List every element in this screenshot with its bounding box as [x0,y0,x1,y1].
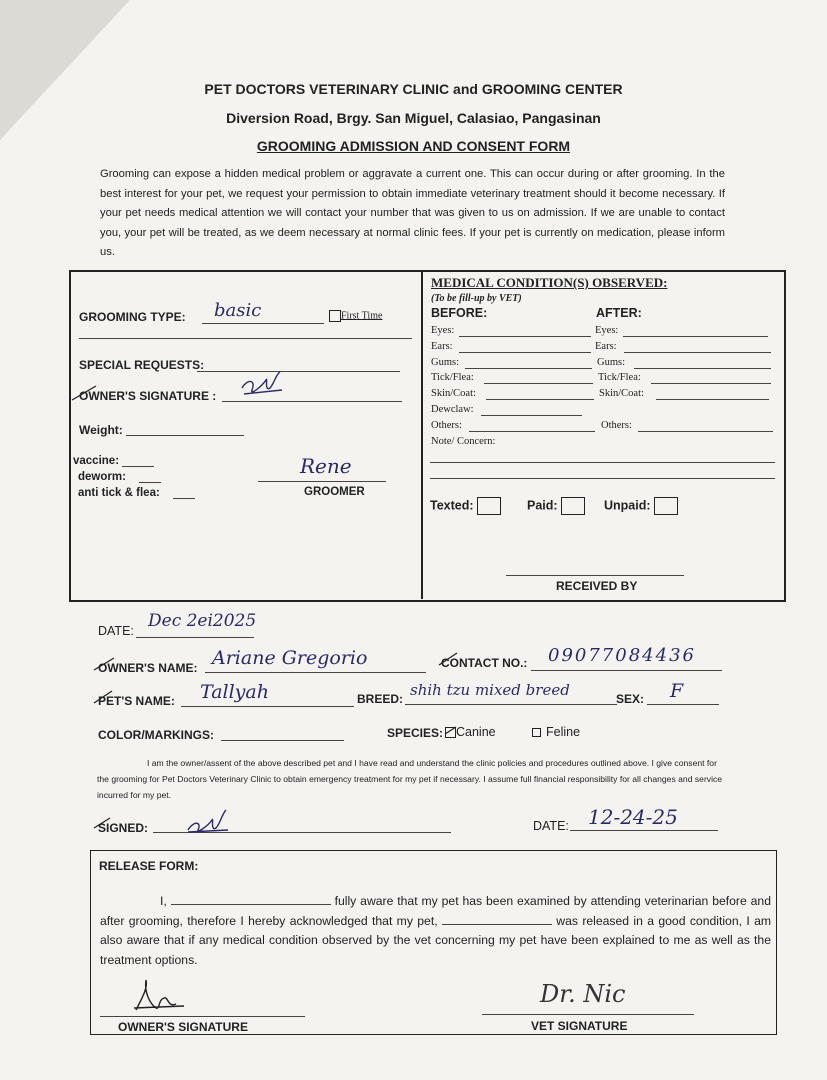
breed-value[interactable]: shih tzu mixed breed [410,681,570,699]
received-by-label: RECEIVED BY [556,579,638,593]
texted-checkbox[interactable] [477,497,501,515]
box-divider [421,271,423,599]
feline-checkbox[interactable] [532,728,541,737]
after-label: AFTER: [596,306,642,320]
release-text-2: fully aware that my pet has been examined by attending veterinarian before and after grooming, therefore I hereby acknowledged that my pet, [100,894,771,928]
vet-signature-value[interactable]: Dr. Nic [540,980,626,1008]
groomer-label: GROOMER [304,486,365,498]
consent-paragraph: I am the owner/assent of the above described pet and I have read and understand the clinic policies and procedures outlined above. I give consent for the grooming for Pet Doctors Veterinary Clinic to obtain emergency treatment for my pet if necessary. I assume full financial responsibility for all changes and service incurred for my pet. [97,758,723,800]
vet-signature-label: VET SIGNATURE [531,1019,628,1033]
date-value[interactable]: Dec 2ei2025 [148,611,257,631]
medical-heading: MEDICAL CONDITION(S) OBSERVED: [431,275,668,290]
before-eyes-label: Eyes: [431,325,455,336]
note-label: Note/ Concern: [431,436,496,447]
after-ears-line [624,352,771,353]
weight-line [126,435,244,436]
vet-signature-line [482,1014,694,1015]
groomer-signature[interactable]: Rene [300,454,352,478]
groomer-line [258,481,386,482]
pet-name-line [181,706,354,707]
first-time-option[interactable] [329,310,382,322]
strike-mark-icon [92,815,114,831]
consent-date-label: DATE: [533,819,569,833]
medical-subheading: (To be fill-up by VET) [431,293,522,304]
breed-label: BREED: [357,692,404,706]
unpaid-field[interactable] [604,497,678,515]
anti-tick-line [173,498,195,499]
species-label: SPECIES: [387,726,444,740]
grooming-type-extra-line [79,338,412,339]
note-line-1 [430,462,775,463]
before-skin-line [486,399,594,400]
strike-mark-icon [92,654,118,674]
dewclaw-label: Dewclaw: [431,404,474,415]
release-heading: RELEASE FORM: [99,859,199,873]
dewclaw-line [481,415,582,416]
signed-label: SIGNED: [98,821,149,835]
release-text-1: I, [160,894,171,908]
after-eyes-line [623,336,768,337]
release-paragraph [100,892,771,970]
unpaid-checkbox[interactable] [654,497,678,515]
unpaid-label: Unpaid: [604,498,651,513]
texted-field[interactable] [430,497,501,515]
texted-label: Texted: [430,498,474,513]
release-name-blank[interactable] [171,892,331,905]
release-owner-signature-label: OWNER'S SIGNATURE [118,1020,248,1034]
check-mark-icon [444,725,458,737]
vaccine-line [122,466,154,467]
release-owner-signature-scribble [128,974,188,1016]
anti-tick-label: anti tick & flea: [78,487,160,499]
clinic-address: Diversion Road, Brgy. San Miguel, Calasiao, Pangasinan [226,110,601,126]
after-tick-label: Tick/Flea: [598,372,641,383]
weight-label: Weight: [79,423,123,437]
grooming-type-value[interactable]: basic [214,300,262,321]
color-markings-label: COLOR/MARKINGS: [98,728,214,742]
date-label: DATE: [98,624,134,638]
contact-value[interactable]: 09077084436 [548,645,696,666]
contact-line [531,670,722,671]
owner-signature-line-bottom [100,1016,305,1017]
after-skin-label: Skin/Coat: [599,388,644,399]
breed-line [405,704,617,705]
owner-name-value[interactable]: Ariane Gregorio [212,647,368,669]
deworm-line [139,482,161,483]
feline-label: Feline [546,725,581,739]
pet-name-value[interactable]: Tallyah [200,681,269,703]
vaccine-label: vaccine: [73,455,120,467]
owner-name-line [205,672,426,673]
after-ears-label: Ears: [595,341,617,352]
sex-value[interactable]: F [670,680,684,702]
before-others-label: Others: [431,420,462,431]
grooming-type-label: GROOMING TYPE: [79,310,186,324]
paid-label: Paid: [527,498,558,513]
deworm-label: deworm: [78,471,126,483]
release-text-3: was released in a good condition, I am also aware that if any medical condition observed by the vet concerning my pet have been explained to me as well as the treatment options. [100,913,771,967]
owner-signature-line [222,401,402,402]
before-gums-label: Gums: [431,357,460,368]
before-label: BEFORE: [431,306,488,320]
strike-mark-icon [70,382,100,404]
color-markings-line [221,740,344,741]
sex-line [647,704,719,705]
before-ears-label: Ears: [431,341,453,352]
species-feline-option[interactable] [532,725,580,739]
signed-signature-scribble [184,804,234,836]
intro-paragraph: Grooming can expose a hidden medical problem or aggravate a current one. This can occur during or after grooming. In the best interest for your pet, we request your permission to obtain immediate veterinary treatment should it become necessary. If your pet needs medical attention we will contact your number that was given to us on admission. If we are unable to contact you, your pet will be treated, as we deem necessary at normal clinic fees. If your pet is currently on medication, please inform us. [100,168,725,258]
after-eyes-label: Eyes: [595,325,619,336]
owner-name-label: OWNER'S NAME: [98,661,198,675]
date-line [136,637,254,638]
after-others-label: Others: [601,420,632,431]
clinic-name: PET DOCTORS VETERINARY CLINIC and GROOMING CENTER [204,81,623,97]
paid-checkbox[interactable] [561,497,585,515]
before-others-line [469,431,595,432]
pet-name-label: PET'S NAME: [98,694,175,708]
first-time-checkbox[interactable] [329,310,341,322]
release-pet-blank[interactable] [442,912,552,925]
before-gums-line [465,368,592,369]
special-requests-label: SPECIAL REQUESTS: [79,358,205,372]
contact-label: CONTACT NO.: [441,656,528,670]
after-others-line [638,431,773,432]
after-tick-line [651,383,771,384]
owner-signature-label: OWNER'S SIGNATURE : [79,389,217,403]
consent-date-value[interactable]: 12-24-25 [588,805,678,829]
before-tick-line [484,383,593,384]
owner-signature-scribble [236,366,290,400]
before-skin-label: Skin/Coat: [431,388,476,399]
paid-field[interactable] [527,497,585,515]
grooming-type-line [202,323,324,324]
after-skin-line [656,399,769,400]
special-requests-line [197,371,400,372]
consent-date-line [570,830,718,831]
strike-mark-icon [437,650,461,668]
after-gums-label: Gums: [597,357,626,368]
received-by-line [506,575,684,576]
before-eyes-line [459,336,591,337]
first-time-label: First Time [341,310,383,322]
before-ears-line [459,352,591,353]
note-line-2 [430,478,775,479]
sex-label: SEX: [616,692,645,706]
before-tick-label: Tick/Flea: [431,372,474,383]
strike-mark-icon [92,688,116,706]
after-gums-line [634,368,771,369]
form-title: GROOMING ADMISSION AND CONSENT FORM [256,138,571,154]
canine-label: Canine [456,725,496,739]
